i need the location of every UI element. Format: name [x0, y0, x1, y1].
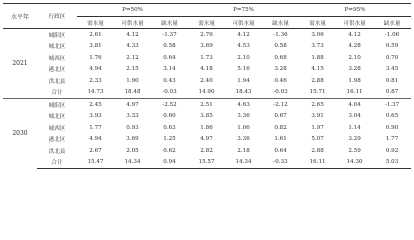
value-cell: 3.28	[348, 66, 361, 73]
value-cell: 4.97	[200, 136, 213, 143]
subheader-shortage: 缺水量	[151, 17, 188, 29]
subheader-shortage: 缺水量	[262, 17, 299, 29]
value-cell: -1.06	[384, 31, 400, 38]
value-cell: 0.65	[385, 113, 399, 120]
value-cell: 14.90	[198, 89, 215, 96]
value-cell: 2.12	[126, 54, 139, 61]
value-cell: 2.10	[348, 54, 361, 61]
value-cell: 4.12	[126, 31, 139, 38]
value-cell: -0.03	[273, 89, 288, 96]
value-cell: 0.46	[274, 77, 287, 84]
subheader-supply: 可供水量	[225, 17, 262, 29]
district-cell: 合计	[51, 90, 63, 97]
table-row	[3, 64, 411, 76]
data-table-container	[3, 3, 411, 169]
value-cell: 1.61	[274, 136, 287, 143]
value-cell: 2.45	[77, 99, 114, 111]
value-cell: 0.82	[274, 124, 287, 131]
value-cell: 14.34	[114, 157, 151, 169]
table-row	[3, 52, 411, 64]
value-cell: 1.98	[348, 77, 361, 84]
value-cell: 1.94	[237, 77, 250, 84]
value-cell: 14.30	[336, 157, 373, 169]
value-cell: 2.59	[348, 147, 361, 154]
table-row	[3, 41, 411, 53]
value-cell: 16.11	[299, 157, 336, 169]
value-cell: 4.94	[89, 136, 102, 143]
value-cell: 2.51	[188, 99, 225, 111]
value-cell: 2.65	[299, 99, 336, 111]
value-cell: 5.07	[311, 136, 324, 143]
value-cell: 2.40	[200, 77, 213, 84]
value-cell: 0.67	[274, 113, 287, 120]
table-row	[3, 157, 411, 169]
value-cell: -0.33	[262, 157, 299, 169]
value-cell: 1.77	[89, 124, 102, 131]
subheader-demand: 需水量	[299, 17, 336, 29]
value-cell: 2.67	[89, 147, 102, 154]
value-cell: 3.29	[348, 136, 361, 143]
value-cell: 2.61	[89, 31, 102, 38]
value-cell: 2.76	[200, 31, 213, 38]
year-cell: 2021	[12, 60, 28, 67]
district-cell: 城西区	[48, 55, 66, 62]
value-cell: 0.81	[385, 77, 399, 84]
value-cell: -2.52	[151, 99, 188, 111]
value-cell: 15.47	[77, 157, 114, 169]
table-row	[3, 87, 411, 99]
value-cell: 4.33	[126, 43, 139, 50]
value-cell: -2.12	[262, 99, 299, 111]
value-cell: 1.97	[311, 124, 324, 131]
district-cell: 合计	[37, 157, 77, 169]
district-cell: 洪北县	[48, 148, 66, 155]
value-cell: 0.58	[274, 43, 287, 50]
value-cell: 4.94	[89, 66, 102, 73]
value-cell: 2.33	[89, 77, 102, 84]
value-cell: 0.59	[385, 43, 399, 50]
subheader-shortage: 缺水量	[373, 17, 411, 29]
value-cell: 15.71	[309, 89, 326, 96]
value-cell: 2.15	[126, 66, 139, 73]
value-cell: 1.86	[200, 124, 213, 131]
value-cell: 16.11	[346, 89, 363, 96]
subheader-supply: 可供水量	[114, 17, 151, 29]
table-body	[3, 29, 411, 169]
value-cell: 3.69	[200, 43, 213, 50]
value-cell: 4.53	[237, 43, 250, 50]
value-cell: 3.81	[89, 43, 102, 50]
value-cell: 4.12	[348, 31, 361, 38]
value-cell: 3.14	[163, 66, 176, 73]
value-cell: 1.88	[311, 54, 324, 61]
district-cell: 城阳区	[48, 32, 66, 39]
value-cell: 3.73	[311, 43, 324, 50]
value-cell: 3.69	[126, 136, 139, 143]
value-cell: 3.36	[237, 136, 250, 143]
value-cell: 3.04	[348, 113, 361, 120]
value-cell: 18.48	[124, 89, 141, 96]
value-cell: 2.10	[237, 54, 250, 61]
value-cell: 3.36	[237, 113, 250, 120]
value-cell: 3.06	[311, 31, 324, 38]
header-group-p95: P=95%	[299, 4, 411, 17]
district-cell: 城阳区	[37, 99, 77, 111]
table-row	[3, 134, 411, 146]
value-cell: 2.18	[237, 147, 250, 154]
subheader-demand: 需水量	[77, 17, 114, 29]
header-group-p50: P=50%	[77, 4, 188, 17]
table-row	[3, 75, 411, 87]
district-cell: 洪北县	[48, 78, 66, 85]
value-cell: 2.82	[200, 147, 213, 154]
value-cell: 2.88	[311, 77, 324, 84]
water-balance-table	[3, 3, 411, 169]
value-cell: 0.68	[274, 54, 287, 61]
district-cell: 港北区	[48, 137, 66, 144]
value-cell: 4.28	[348, 43, 361, 50]
district-cell: 城北区	[48, 114, 66, 121]
header-group-p75: P=75%	[188, 4, 299, 17]
value-cell: 0.60	[163, 113, 176, 120]
district-cell: 城西区	[48, 125, 66, 132]
district-cell: 港北区	[48, 67, 66, 74]
year-cell: 2030	[3, 99, 37, 169]
value-cell: 3.28	[274, 66, 287, 73]
value-cell: 1.06	[237, 124, 250, 131]
value-cell: -0.03	[162, 89, 177, 96]
value-cell: -1.37	[162, 31, 177, 38]
table-row	[3, 99, 411, 111]
table-row	[3, 122, 411, 134]
value-cell: 5.16	[237, 66, 250, 73]
value-cell: 4.15	[311, 66, 324, 73]
value-cell: 0.62	[163, 147, 176, 154]
value-cell: 0.43	[163, 77, 176, 84]
header-district: 行政区	[37, 4, 77, 29]
value-cell: 1.76	[89, 54, 102, 61]
value-cell: 0.94	[151, 157, 188, 169]
value-cell: 3.45	[385, 66, 399, 73]
value-cell: 2.05	[126, 147, 139, 154]
value-cell: 4.97	[114, 99, 151, 111]
value-cell: 0.87	[385, 89, 399, 96]
value-cell: 5.03	[373, 157, 411, 169]
value-cell: 4.63	[225, 99, 262, 111]
value-cell: 15.57	[188, 157, 225, 169]
value-cell: 4.12	[237, 31, 250, 38]
value-cell: 3.33	[126, 113, 139, 120]
value-cell: -1.37	[373, 99, 411, 111]
value-cell: 0.93	[126, 124, 139, 131]
value-cell: 1.90	[126, 77, 139, 84]
header-year: 水平年	[3, 4, 37, 29]
value-cell: 0.70	[385, 54, 399, 61]
value-cell: 3.93	[89, 113, 102, 120]
value-cell: 14.73	[87, 89, 104, 96]
value-cell: 0.63	[163, 124, 176, 131]
value-cell: 2.88	[311, 147, 324, 154]
table-row	[3, 29, 411, 41]
value-cell: 0.64	[274, 147, 287, 154]
table-row	[3, 111, 411, 123]
value-cell: 1.77	[385, 136, 399, 143]
value-cell: 3.85	[200, 113, 213, 120]
subheader-demand: 需水量	[188, 17, 225, 29]
value-cell: 4.18	[200, 66, 213, 73]
value-cell: 0.64	[163, 54, 176, 61]
district-cell: 城北区	[48, 44, 66, 51]
value-cell: 1.14	[348, 124, 361, 131]
subheader-supply: 可供水量	[336, 17, 373, 29]
value-cell: 0.92	[385, 147, 399, 154]
value-cell: 0.58	[163, 43, 176, 50]
value-cell: 3.91	[311, 113, 324, 120]
value-cell: 0.90	[385, 124, 399, 131]
table-row	[3, 145, 411, 157]
value-cell: 4.04	[336, 99, 373, 111]
value-cell: 14.34	[225, 157, 262, 169]
value-cell: 1.73	[200, 54, 213, 61]
value-cell: 1.25	[163, 136, 176, 143]
value-cell: 18.43	[235, 89, 252, 96]
value-cell: -1.36	[273, 31, 288, 38]
header-row-1	[3, 4, 411, 17]
